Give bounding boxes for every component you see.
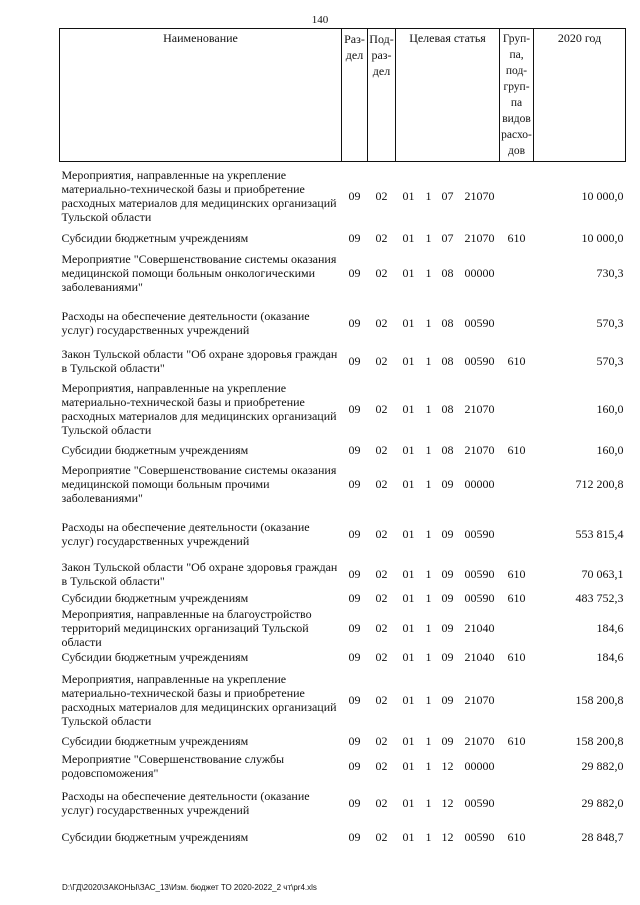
table-cell-section: 09 xyxy=(348,829,361,844)
table-row xyxy=(60,558,626,590)
table-cell-target-2: 1 xyxy=(425,188,432,203)
table-cell-target-4: 21070 xyxy=(464,443,495,457)
table-cell-target-1: 01 xyxy=(402,591,415,605)
table-cell-target-3: 12 xyxy=(441,829,454,844)
table-cell-target-4: 00000 xyxy=(464,758,495,773)
table-cell-subsection: 02 xyxy=(375,650,388,664)
table-cell-target-2: 1 xyxy=(425,265,432,280)
header-amount: 2020 год xyxy=(534,29,626,162)
table-cell-target-4: 00590 xyxy=(464,829,495,844)
table-cell-name: Закон Тульской области "Об охране здоровья граждан в Тульской области" xyxy=(61,346,338,375)
table-cell-section: 09 xyxy=(348,443,361,457)
table-cell-subsection: 02 xyxy=(375,758,388,773)
table-cell-group: 610 xyxy=(507,591,526,605)
table-cell-group: 610 xyxy=(507,650,526,664)
table-cell-target-2: 1 xyxy=(425,620,432,635)
table-cell-target-2: 1 xyxy=(425,401,432,416)
table-cell-subsection: 02 xyxy=(375,620,388,635)
table-cell-group xyxy=(500,783,534,823)
table-row xyxy=(60,749,626,783)
table-cell-group: 610 xyxy=(507,829,526,844)
table-cell-section: 09 xyxy=(348,476,361,491)
table-cell-target-1: 01 xyxy=(402,620,415,635)
table-cell-name: Мероприятие "Совершенствование системы оказания медицинской помощи больным прочими заболеваниями" xyxy=(61,462,337,505)
table-row xyxy=(60,666,626,734)
table-cell-group: 610 xyxy=(507,443,526,457)
table-cell-name: Субсидии бюджетным учреждениям xyxy=(61,829,249,844)
table-cell-target-4: 21070 xyxy=(464,401,495,416)
table-cell-amount: 570,3 xyxy=(596,353,624,368)
table-cell-section: 09 xyxy=(348,591,361,605)
table-cell-name: Расходы на обеспечение деятельности (оказание услуг) государственных учреждений xyxy=(61,519,310,548)
table-cell-target-4: 00590 xyxy=(464,353,495,368)
table-row xyxy=(60,299,626,347)
table-cell-section: 09 xyxy=(348,353,361,368)
table-cell-subsection: 02 xyxy=(375,231,388,245)
table-cell-amount: 158 200,8 xyxy=(575,734,624,748)
table-cell-subsection: 02 xyxy=(375,591,388,605)
table-cell-target-3: 08 xyxy=(441,265,454,280)
table-cell-target-1: 01 xyxy=(402,188,415,203)
table-cell-target-4: 00590 xyxy=(464,591,495,605)
table-cell-amount: 70 063,1 xyxy=(581,566,624,581)
table-cell-target-3: 09 xyxy=(441,650,454,664)
table-cell-name: Мероприятие "Совершенствование службы родовспоможения" xyxy=(61,751,285,780)
table-cell-subsection: 02 xyxy=(375,265,388,280)
table-cell-target-4: 00000 xyxy=(464,476,495,491)
table-cell-group xyxy=(500,247,534,299)
table-cell-target-3: 12 xyxy=(441,758,454,773)
header-subsection: Под-раз-дел xyxy=(368,29,396,162)
table-cell-name: Мероприятия, направленные на укрепление материально-технической базы и приобретение расходных материалов для медицинских организаций Тульской области xyxy=(61,167,337,224)
table-cell-target-3: 08 xyxy=(441,353,454,368)
table-cell-subsection: 02 xyxy=(375,443,388,457)
table-cell-name: Мероприятия, направленные на укрепление материально-технической базы и приобретение расходных материалов для медицинских организаций Тульской области xyxy=(61,380,337,437)
table-row xyxy=(60,823,626,851)
table-cell-name: Мероприятие "Совершенствование системы оказания медицинской помощи больным онкологическими заболеваниями" xyxy=(61,251,337,294)
table-cell-amount: 483 752,3 xyxy=(575,591,624,605)
table-cell-section: 09 xyxy=(348,566,361,581)
table-cell-target-4: 00590 xyxy=(464,566,495,581)
table-cell-name: Субсидии бюджетным учреждениям xyxy=(61,734,249,748)
table-row xyxy=(60,247,626,299)
table-row xyxy=(60,347,626,375)
page-number: 140 xyxy=(311,14,329,26)
table-cell-group xyxy=(500,749,534,783)
table-cell-target-2: 1 xyxy=(425,231,432,245)
table-cell-target-3: 09 xyxy=(441,734,454,748)
table-cell-target-4: 00590 xyxy=(464,315,495,330)
table-cell-subsection: 02 xyxy=(375,315,388,330)
table-cell-target-2: 1 xyxy=(425,758,432,773)
table-cell-subsection: 02 xyxy=(375,829,388,844)
table-cell-amount: 158 200,8 xyxy=(575,692,624,707)
table-cell-amount: 553 815,4 xyxy=(575,526,624,541)
table-cell-target-1: 01 xyxy=(402,692,415,707)
table-cell-section: 09 xyxy=(348,620,361,635)
table-cell-target-4: 21070 xyxy=(464,231,495,245)
table-cell-amount: 730,3 xyxy=(596,265,624,280)
table-cell-group: 610 xyxy=(507,734,526,748)
table-cell-name: Расходы на обеспечение деятельности (оказание услуг) государственных учреждений xyxy=(61,308,310,337)
table-cell-target-1: 01 xyxy=(402,829,415,844)
table-cell-target-3: 07 xyxy=(441,231,454,245)
table-cell-section: 09 xyxy=(348,692,361,707)
table-cell-target-4: 21070 xyxy=(464,188,495,203)
table-cell-group: 610 xyxy=(507,231,526,245)
table-cell-section: 09 xyxy=(348,401,361,416)
table-cell-target-4: 00590 xyxy=(464,526,495,541)
table-cell-target-2: 1 xyxy=(425,829,432,844)
table-cell-subsection: 02 xyxy=(375,526,388,541)
table-header-row xyxy=(60,29,626,162)
table-cell-target-1: 01 xyxy=(402,566,415,581)
table-row xyxy=(60,375,626,443)
table-cell-name: Субсидии бюджетным учреждениям xyxy=(61,591,249,605)
table-cell-name: Мероприятия, направленные на благоустройство территорий медицинских организаций Тульской области xyxy=(61,606,312,649)
table-cell-subsection: 02 xyxy=(375,734,388,748)
table-cell-target-1: 01 xyxy=(402,758,415,773)
table-cell-amount: 160,0 xyxy=(596,443,624,457)
table-cell-target-2: 1 xyxy=(425,443,432,457)
file-path-footer: D:\ГД\2020\ЗАКОНЫ\ЗАС_13\Изм. бюджет ТО 2020-2022_2 чт\pr4.xls xyxy=(62,883,317,892)
table-cell-amount: 160,0 xyxy=(596,401,624,416)
table-cell-group xyxy=(500,666,534,734)
table-cell-amount: 28 848,7 xyxy=(581,829,624,844)
table-cell-target-4: 21040 xyxy=(464,620,495,635)
table-cell-target-2: 1 xyxy=(425,795,432,810)
table-cell-name: Закон Тульской области "Об охране здоровья граждан в Тульской области" xyxy=(61,559,338,588)
table-cell-target-3: 09 xyxy=(441,566,454,581)
table-cell-target-3: 08 xyxy=(441,401,454,416)
table-cell-target-4: 21070 xyxy=(464,734,495,748)
table-cell-group xyxy=(500,510,534,558)
table-cell-target-3: 09 xyxy=(441,591,454,605)
table-cell-group: 610 xyxy=(507,566,526,581)
table-row xyxy=(60,734,626,749)
table-cell-target-4: 21070 xyxy=(464,692,495,707)
table-cell-target-2: 1 xyxy=(425,476,432,491)
header-group: Груп-па, под-груп-па видов расхо-дов xyxy=(500,29,534,162)
table-cell-target-1: 01 xyxy=(402,795,415,810)
header-target: Целевая статья xyxy=(396,29,500,162)
table-cell-target-2: 1 xyxy=(425,315,432,330)
table-cell-target-1: 01 xyxy=(402,734,415,748)
table-cell-group xyxy=(500,607,534,649)
table-cell-target-1: 01 xyxy=(402,401,415,416)
table-cell-subsection: 02 xyxy=(375,692,388,707)
table-cell-name: Субсидии бюджетным учреждениям xyxy=(61,231,249,245)
table-cell-target-2: 1 xyxy=(425,591,432,605)
table-cell-target-2: 1 xyxy=(425,566,432,581)
table-cell-target-2: 1 xyxy=(425,692,432,707)
table-cell-target-2: 1 xyxy=(425,526,432,541)
table-row xyxy=(60,443,626,458)
table-cell-section: 09 xyxy=(348,265,361,280)
table-cell-section: 09 xyxy=(348,650,361,664)
table-cell-amount: 184,6 xyxy=(596,620,624,635)
table-cell-name: Расходы на обеспечение деятельности (оказание услуг) государственных учреждений xyxy=(61,788,310,817)
table-cell-section: 09 xyxy=(348,231,361,245)
table-cell-amount: 712 200,8 xyxy=(575,476,624,491)
table-cell-amount: 10 000,0 xyxy=(581,188,624,203)
table-cell-target-3: 09 xyxy=(441,620,454,635)
budget-table xyxy=(59,28,626,851)
table-cell-amount: 10 000,0 xyxy=(581,231,624,245)
table-cell-amount: 570,3 xyxy=(596,315,624,330)
table-cell-section: 09 xyxy=(348,734,361,748)
table-cell-target-1: 01 xyxy=(402,315,415,330)
table-cell-target-1: 01 xyxy=(402,526,415,541)
table-cell-target-3: 09 xyxy=(441,476,454,491)
table-cell-target-3: 08 xyxy=(441,315,454,330)
table-cell-target-1: 01 xyxy=(402,443,415,457)
table-row xyxy=(60,510,626,558)
table-cell-section: 09 xyxy=(348,758,361,773)
table-cell-name: Субсидии бюджетным учреждениям xyxy=(61,443,249,457)
table-cell-subsection: 02 xyxy=(375,188,388,203)
table-row xyxy=(60,649,626,666)
table-cell-section: 09 xyxy=(348,526,361,541)
table-cell-group xyxy=(500,299,534,347)
table-cell-target-1: 01 xyxy=(402,231,415,245)
table-cell-target-4: 00000 xyxy=(464,265,495,280)
table-cell-group xyxy=(500,458,534,510)
table-cell-target-1: 01 xyxy=(402,650,415,664)
table-cell-target-3: 09 xyxy=(441,692,454,707)
table-cell-group xyxy=(500,375,534,443)
table-cell-target-4: 21040 xyxy=(464,650,495,664)
table-cell-subsection: 02 xyxy=(375,353,388,368)
table-cell-section: 09 xyxy=(348,795,361,810)
table-cell-target-3: 12 xyxy=(441,795,454,810)
table-cell-amount: 29 882,0 xyxy=(581,795,624,810)
table-cell-target-3: 07 xyxy=(441,188,454,203)
header-name: Наименование xyxy=(60,29,342,162)
table-cell-subsection: 02 xyxy=(375,566,388,581)
table-row xyxy=(60,590,626,607)
table-row xyxy=(60,230,626,247)
table-cell-group xyxy=(500,162,534,230)
table-cell-name: Мероприятия, направленные на укрепление материально-технической базы и приобретение расходных материалов для медицинских организаций Тульской области xyxy=(61,671,337,728)
table-cell-section: 09 xyxy=(348,315,361,330)
table-cell-subsection: 02 xyxy=(375,476,388,491)
header-section: Раз-дел xyxy=(342,29,368,162)
table-cell-target-1: 01 xyxy=(402,476,415,491)
table-cell-target-1: 01 xyxy=(402,265,415,280)
table-cell-section: 09 xyxy=(348,188,361,203)
table-cell-target-3: 09 xyxy=(441,526,454,541)
table-cell-amount: 184,6 xyxy=(596,650,624,664)
table-cell-subsection: 02 xyxy=(375,795,388,810)
table-cell-target-2: 1 xyxy=(425,650,432,664)
table-cell-group: 610 xyxy=(507,353,526,368)
table-cell-subsection: 02 xyxy=(375,401,388,416)
table-cell-name: Субсидии бюджетным учреждениям xyxy=(61,650,249,664)
table-cell-target-3: 08 xyxy=(441,443,454,457)
table-cell-target-2: 1 xyxy=(425,734,432,748)
table-row xyxy=(60,162,626,230)
table-cell-target-1: 01 xyxy=(402,353,415,368)
table-cell-target-2: 1 xyxy=(425,353,432,368)
table-row xyxy=(60,607,626,649)
table-cell-amount: 29 882,0 xyxy=(581,758,624,773)
table-row xyxy=(60,783,626,823)
table-row xyxy=(60,458,626,510)
table-cell-target-4: 00590 xyxy=(464,795,495,810)
